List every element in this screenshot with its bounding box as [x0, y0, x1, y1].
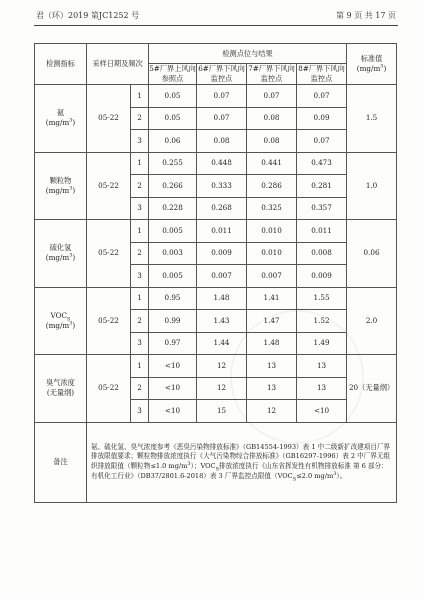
remark-row — [35, 422, 397, 502]
header-point-5: 5#厂界上风向参照点 — [149, 64, 196, 83]
table-row — [35, 287, 397, 310]
value-cell: 0.009 — [297, 265, 347, 288]
value-cell: 0.05 — [149, 107, 197, 130]
value-cell: <10 — [149, 377, 197, 400]
value-cell: <10 — [149, 355, 197, 378]
item-name: 氨 $(mg/m^3)$ — [35, 85, 87, 153]
value-cell: 0.08 — [197, 130, 247, 153]
item-name: 硫化氢 $(mg/m^3)$ — [35, 220, 87, 288]
value-cell: <10 — [297, 400, 347, 423]
value-cell: 0.07 — [297, 85, 347, 108]
value-cell: 0.05 — [149, 85, 197, 108]
frequency: 2 — [131, 377, 149, 400]
value-cell: 0.07 — [297, 130, 347, 153]
value-cell: 0.268 — [197, 197, 247, 220]
value-cell: 13 — [247, 377, 297, 400]
header-divider — [34, 25, 398, 26]
value-cell: 0.286 — [247, 175, 297, 198]
value-cell: 0.281 — [297, 175, 347, 198]
sample-date: 05-22 — [87, 287, 131, 355]
frequency: 3 — [131, 400, 149, 423]
standard-value: 2.0 — [347, 287, 397, 355]
item-name: 颗粒物 $(mg/m^3)$ — [35, 152, 87, 220]
item-name: $VOC_S$ $(mg/m^3)$ — [35, 287, 87, 355]
sample-date: 05-22 — [87, 355, 131, 423]
frequency: 1 — [131, 220, 149, 243]
value-cell: 1.48 — [247, 332, 297, 355]
value-cell: 1.43 — [197, 310, 247, 333]
header-point-8: 8#厂界下风向监控点 — [298, 64, 345, 83]
header-standard: 标准值 $(mg/m^3)$ — [347, 44, 397, 85]
value-cell: 0.008 — [297, 242, 347, 265]
value-cell: 1.47 — [247, 310, 297, 333]
report-number: 君（环）2019 第JC1252 号 — [36, 11, 140, 20]
table-row — [35, 220, 397, 243]
value-cell: 0.009 — [197, 242, 247, 265]
value-cell: 13 — [297, 355, 347, 378]
value-cell: 0.08 — [247, 107, 297, 130]
value-cell: 0.266 — [149, 175, 197, 198]
header-point-7: 7#厂界下风向监控点 — [248, 64, 295, 83]
header-point-6: 6#厂界下风向监控点 — [198, 64, 245, 83]
value-cell: 0.011 — [297, 220, 347, 243]
value-cell: <10 — [149, 400, 197, 423]
value-cell: 0.07 — [197, 85, 247, 108]
value-cell: 12 — [197, 355, 247, 378]
table-row — [35, 152, 397, 175]
remark-text: 氨、硫化氢、臭气浓度参考《恶臭污染物排放标准》（GB14554-1993）表 1 中二级新扩改建项目厂界排放限值要求；颗粒物排放浓度执行《大气污染物综合排放标准》（GB16297-1996）表 2 中厂界无组织排放限值（颗粒物≤1.0 $mg/m^3$）；$VOC_S$排放浓度执行《山东省挥发性有机物排放标准 第 6 部分：有机化工行业》（DB37/2801.6-2018）表 3 厂界监控点限值（$VOC_S\le 2.0$ $mg/m^3$）。 — [87, 422, 397, 502]
value-cell: 0.95 — [149, 287, 197, 310]
value-cell: 0.09 — [297, 107, 347, 130]
standard-value: 1.5 — [347, 85, 397, 153]
value-cell: 13 — [247, 355, 297, 378]
value-cell: 0.010 — [247, 220, 297, 243]
sample-date: 05-22 — [87, 85, 131, 153]
header-points-group: 检测点位与结果 — [149, 44, 347, 64]
frequency: 3 — [131, 265, 149, 288]
header-item: 检测指标 — [35, 44, 87, 85]
value-cell: 0.357 — [297, 197, 347, 220]
frequency: 3 — [131, 332, 149, 355]
sample-date: 05-22 — [87, 152, 131, 220]
frequency: 2 — [131, 242, 149, 265]
value-cell: 0.441 — [247, 152, 297, 175]
value-cell: 1.52 — [297, 310, 347, 333]
value-cell: 0.007 — [197, 265, 247, 288]
value-cell: 1.41 — [247, 287, 297, 310]
frequency: 1 — [131, 152, 149, 175]
value-cell: 0.007 — [247, 265, 297, 288]
value-cell: 0.99 — [149, 310, 197, 333]
value-cell: 0.325 — [247, 197, 297, 220]
value-cell: 0.97 — [149, 332, 197, 355]
page-info: 第 9 页 共 17 页 — [336, 11, 396, 20]
value-cell: 12 — [247, 400, 297, 423]
value-cell: 0.06 — [149, 130, 197, 153]
value-cell: 0.003 — [149, 242, 197, 265]
standard-value: 1.0 — [347, 152, 397, 220]
frequency: 1 — [131, 355, 149, 378]
value-cell: 12 — [197, 377, 247, 400]
value-cell: 1.55 — [297, 287, 347, 310]
value-cell: 0.473 — [297, 152, 347, 175]
standard-value: 0.06 — [347, 220, 397, 288]
value-cell: 15 — [197, 400, 247, 423]
table-row — [35, 355, 397, 378]
header-date-freq: 采样日期及频次 — [87, 44, 149, 85]
standard-value: 20（无量纲） — [347, 355, 397, 423]
value-cell: 0.07 — [197, 107, 247, 130]
frequency: 2 — [131, 310, 149, 333]
table-row — [35, 85, 397, 108]
frequency: 1 — [131, 287, 149, 310]
remark-label: 备注 — [35, 422, 87, 502]
frequency: 2 — [131, 107, 149, 130]
value-cell: 13 — [297, 377, 347, 400]
frequency: 2 — [131, 175, 149, 198]
item-name: 臭气浓度 (无量纲) — [35, 355, 87, 423]
value-cell: 0.011 — [197, 220, 247, 243]
results-table — [34, 43, 397, 503]
value-cell: 0.255 — [149, 152, 197, 175]
value-cell: 1.44 — [197, 332, 247, 355]
page-header — [36, 8, 396, 24]
value-cell: 1.48 — [197, 287, 247, 310]
value-cell: 0.08 — [247, 130, 297, 153]
frequency: 1 — [131, 85, 149, 108]
value-cell: 0.07 — [247, 85, 297, 108]
frequency: 3 — [131, 130, 149, 153]
value-cell: 1.49 — [297, 332, 347, 355]
value-cell: 0.010 — [247, 242, 297, 265]
sample-date: 05-22 — [87, 220, 131, 288]
value-cell: 0.333 — [197, 175, 247, 198]
frequency: 3 — [131, 197, 149, 220]
value-cell: 0.448 — [197, 152, 247, 175]
value-cell: 0.005 — [149, 220, 197, 243]
value-cell: 0.228 — [149, 197, 197, 220]
value-cell: 0.005 — [149, 265, 197, 288]
